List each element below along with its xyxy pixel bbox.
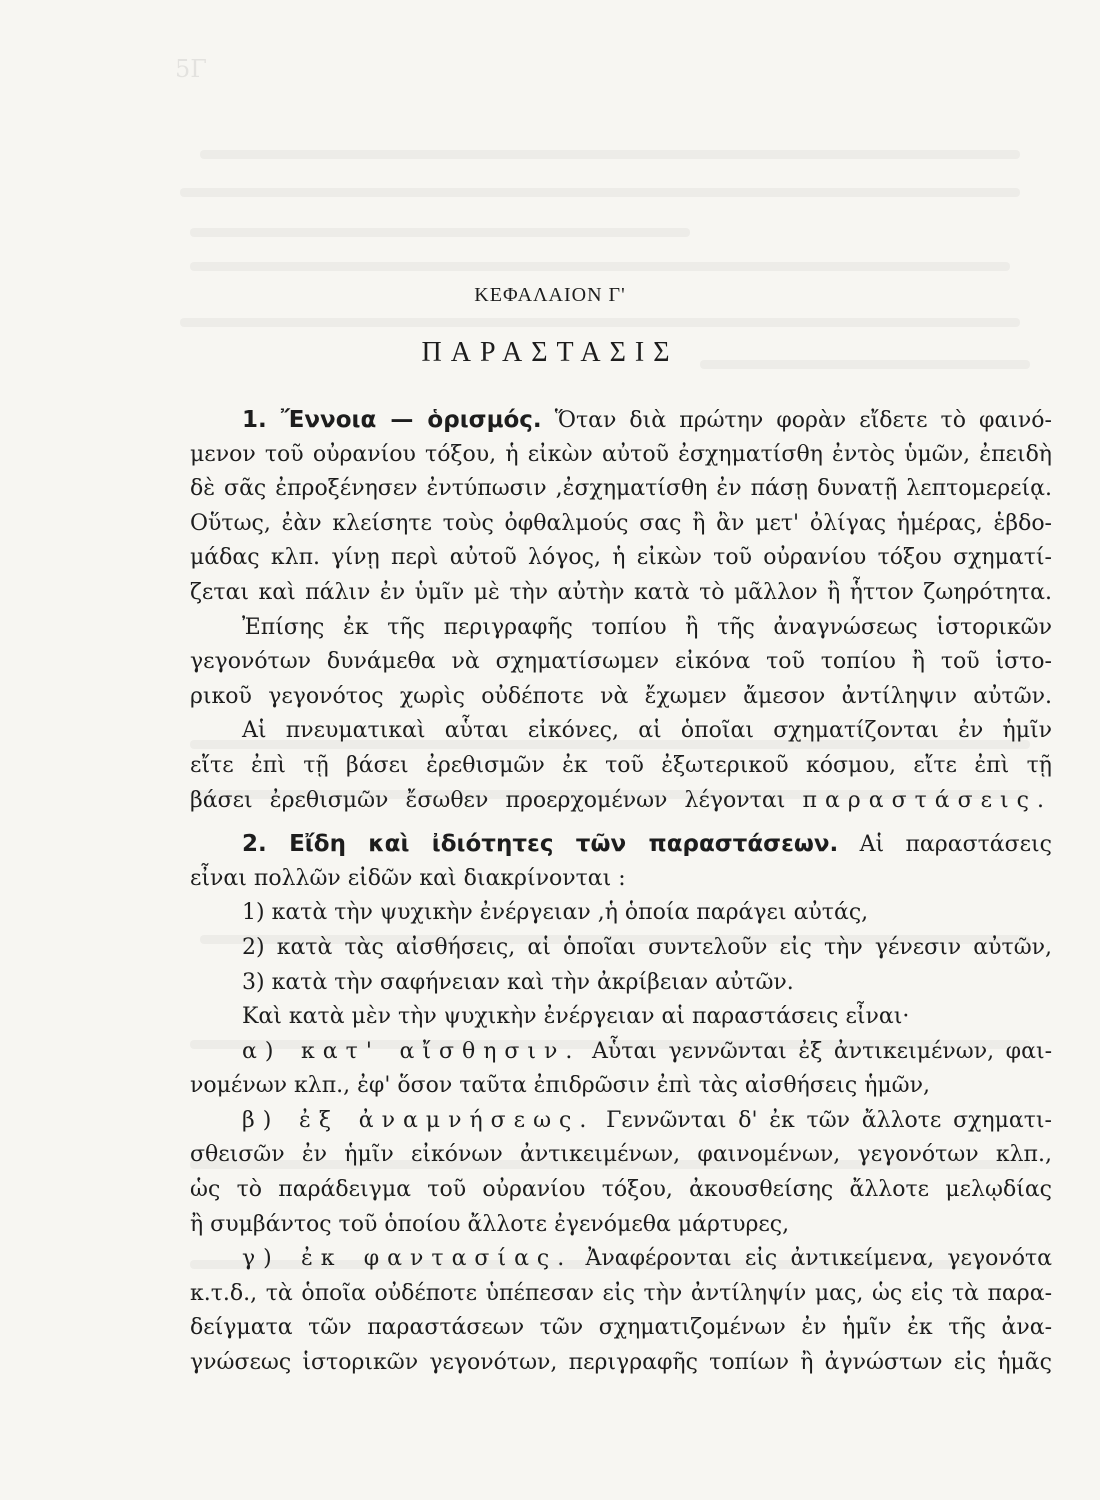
section-1-heading: 1. Ἔννοια — ὁρισμός. [242,407,542,433]
item-b-label: β) ἐξ ἀναμνήσεως. [242,1107,595,1133]
section-2-heading: 2. Εἴδη καὶ ἰδιότητες τῶν παραστάσεων. [242,831,839,858]
item-c-label: γ) ἐκ φαντασίας. [242,1246,573,1272]
body-line: Αἱ πνευματικαὶ αὗται εἰκόνες, αἱ ὁποῖαι σχηματίζονται ἐν ἡμῖν [242,718,1052,744]
body-line: σθεισῶν ἐν ἡμῖν εἰκόνων ἀντικειμένων, φαινομένων, γεγονότων κλπ., [190,1142,1052,1168]
body-line: Αὗται γεννῶνται ἐξ ἀντικειμένων, φαι- [592,1038,1053,1064]
body-line: ζεται καὶ πάλιν ἐν ὑμῖν μὲ τὴν αὐτὴν κατὰ τὸ μᾶλλον ἢ ἧττον ζωηρότητα. [190,579,1052,605]
list-item: 1) κατὰ τὴν ψυχικὴν ἐνέργειαν ,ἡ ὁποία παράγει αὐτάς, [242,900,869,926]
list-item: 3) κατὰ τὴν σαφήνειαν καὶ τὴν ἀκρίβειαν αὐτῶν. [242,969,794,995]
body-line: ὡς τὸ παράδειγμα τοῦ οὐρανίου τόξου, ἀκουσθείσης ἄλλοτε μελῳδίας [190,1177,1052,1203]
body-line: Ἐπίσης ἐκ τῆς περιγραφῆς τοπίου ἢ τῆς ἀναγνώσεως ἱστορικῶν [242,614,1052,640]
body-line: Ὅταν διὰ πρώτην φορὰν εἴδετε τὸ φαινό- [554,408,1052,433]
chapter-title: ΠΑΡΑΣΤΑΣΙΣ [421,337,679,368]
section-1-definition-line [190,784,1052,819]
body-text [190,403,1052,1381]
list-item: 2) κατὰ τὰς αἰσθήσεις, αἱ ὁποῖαι συντελοῦν εἰς τὴν γένεσιν αὐτῶν, [242,934,1052,960]
item-c-line [190,1242,1052,1277]
body-line: κ.τ.δ., τὰ ὁποῖα οὐδέποτε ὑπέπεσαν εἰς τὴν ἀντίληψίν μας, ὡς εἰς τὰ παρα- [190,1280,1052,1306]
body-line: δὲ σᾶς ἐπροξένησεν ἐντύπωσιν ,ἐσχηματίσθη ἐν πάσῃ δυνατῇ λεπτομερείᾳ. [190,476,1052,502]
body-line: μάδας κλπ. γίνῃ περὶ αὐτοῦ λόγος, ἡ εἰκὼν τοῦ οὐρανίου τόξου σχηματί- [190,545,1052,571]
body-line: μενον τοῦ οὐρανίου τόξου, ἡ εἰκὼν αὐτοῦ ἐσχηματίσθη ἐντὸς ὑμῶν, ἐπειδὴ [190,441,1052,467]
spaced-term: παραστάσεις. [802,787,1052,813]
item-a-label: α) κατ' αἴσθησιν. [242,1038,581,1064]
body-line: εἴτε ἐπὶ τῇ βάσει ἐρεθισμῶν ἐκ τοῦ ἐξωτερικοῦ κόσμου, εἴτε ἐπὶ τῇ [190,752,1052,778]
body-line: δείγματα τῶν παραστάσεων τῶν σχηματιζομένων ἐν ἡμῖν ἐκ τῆς ἀνα- [190,1315,1052,1341]
section-2-first-line [190,827,1052,862]
body-line: Αἱ παραστάσεις [859,832,1052,858]
body-line: γεγονότων δυνάμεθα νὰ σχηματίσωμεν εἰκόνα τοῦ τοπίου ἢ τοῦ ἱστο- [190,649,1052,675]
body-line: ἢ συμβάντος τοῦ ὁποίου ἄλλοτε ἐγενόμεθα μάρτυρες, [190,1211,790,1237]
body-line: νομένων κλπ., ἐφ' ὅσον ταῦτα ἐπιδρῶσιν ἐπὶ τὰς αἰσθήσεις ἡμῶν, [190,1073,930,1099]
body-line: Γεννῶνται δ' ἐκ τῶν ἄλλοτε σχηματι- [606,1107,1052,1133]
chapter-label: ΚΕΦΑΛΑΙΟΝ Γ' [474,284,626,306]
body-line: ρικοῦ γεγονότος χωρὶς οὐδέποτε νὰ ἔχωμεν ἄμεσον ἀντίληψιν αὐτῶν. [190,683,1052,709]
body-line: Ἀναφέρονται εἰς ἀντικείμενα, γεγονότα [585,1246,1052,1272]
item-b-line [190,1104,1052,1139]
section-1-first-line [190,403,1052,438]
faded-page-folio: 5Γ [175,55,207,83]
body-line: γνώσεως ἱστορικῶν γεγονότων, περιγραφῆς τοπίων ἢ ἀγνώστων εἰς ἡμᾶς [190,1350,1052,1376]
body-line: εἶναι πολλῶν εἰδῶν καὶ διακρίνονται : [190,865,626,891]
body-line: Καὶ κατὰ μὲν τὴν ψυχικὴν ἐνέργειαν αἱ παραστάσεις εἶναι· [242,1004,910,1030]
item-a-line [190,1035,1052,1070]
body-line: Οὕτως, ἐὰν κλείσητε τοὺς ὀφθαλμούς σας ἢ ἂν μετ' ὀλίγας ἡμέρας, ἑβδο- [190,510,1052,536]
body-line: βάσει ἐρεθισμῶν ἔσωθεν προερχομένων λέγονται [190,787,786,813]
